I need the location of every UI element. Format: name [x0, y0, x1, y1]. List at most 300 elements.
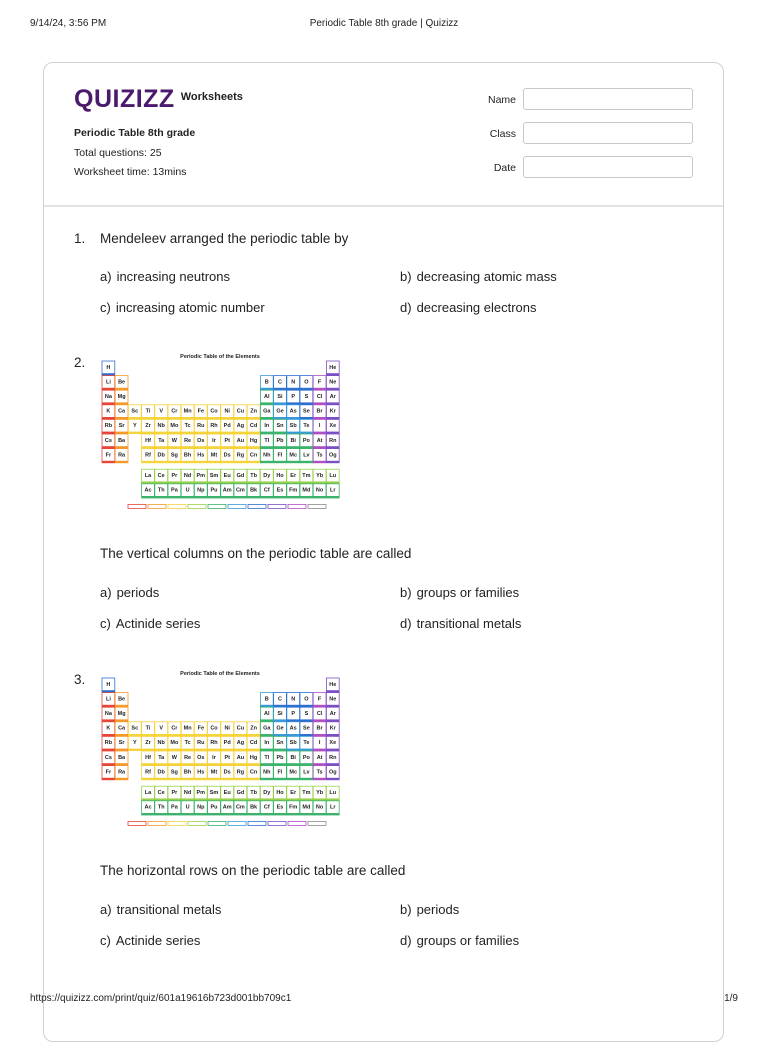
element-cell-band — [128, 749, 141, 751]
element-symbol: Ts — [316, 452, 323, 459]
element-symbol: Ds — [223, 769, 231, 776]
element-cell-band — [247, 461, 260, 463]
element-symbol: V — [159, 725, 164, 732]
element-symbol: Sb — [289, 740, 297, 747]
element-cell-band — [326, 798, 339, 800]
element-symbol: V — [159, 408, 164, 415]
element-symbol: S — [304, 394, 309, 401]
element-symbol: Nb — [157, 740, 165, 747]
element-symbol: Pr — [171, 473, 178, 480]
element-cell-band — [155, 749, 168, 751]
element-symbol: Po — [302, 437, 310, 444]
element-cell-band — [234, 496, 247, 498]
option-text: decreasing atomic mass — [416, 269, 557, 284]
element-symbol: Bh — [183, 452, 192, 459]
element-symbol: Tm — [302, 473, 311, 480]
element-symbol: Nb — [157, 423, 165, 430]
element-symbol: Sg — [170, 452, 178, 459]
element-symbol: Be — [118, 379, 126, 386]
option-a[interactable] — [100, 269, 230, 284]
element-symbol: Gd — [236, 473, 245, 480]
element-symbol: K — [106, 408, 111, 415]
element-cell-band — [300, 461, 313, 463]
element-cell-band — [313, 446, 326, 448]
element-cell-band — [102, 388, 115, 390]
element-symbol: In — [264, 423, 270, 430]
element-symbol: Bi — [290, 754, 296, 761]
element-symbol: Ce — [157, 790, 165, 797]
element-cell-band — [181, 417, 194, 419]
element-cell-band — [313, 734, 326, 736]
element-cell-band — [260, 446, 273, 448]
element-cell-band — [234, 734, 247, 736]
element-cell-band — [234, 778, 247, 780]
element-cell-band — [287, 432, 300, 434]
element-symbol: Li — [105, 696, 111, 703]
element-symbol: As — [289, 408, 297, 415]
element-symbol: Pa — [171, 804, 178, 811]
element-symbol: Cd — [249, 740, 258, 747]
element-cell-band — [234, 446, 247, 448]
element-symbol: Zn — [250, 725, 257, 732]
element-cell-band — [274, 798, 287, 800]
element-cell-band — [274, 446, 287, 448]
element-cell-band — [181, 813, 194, 815]
element-symbol: Ag — [236, 740, 245, 747]
element-cell-band — [115, 461, 128, 463]
element-cell-band — [181, 496, 194, 498]
element-cell-band — [102, 402, 115, 404]
element-cell-band — [208, 813, 221, 815]
legend-swatch — [288, 504, 306, 508]
element-cell-band — [247, 798, 260, 800]
element-symbol: Kr — [329, 725, 336, 732]
option-text: Actinide series — [115, 933, 201, 948]
element-symbol: Bh — [183, 769, 192, 776]
element-symbol: C — [278, 696, 282, 703]
element-symbol: Ru — [197, 423, 205, 430]
element-symbol: Yb — [316, 790, 324, 797]
element-cell-band — [300, 813, 313, 815]
element-symbol: H — [106, 364, 111, 371]
element-cell-band — [142, 481, 155, 483]
element-symbol: Si — [277, 394, 283, 401]
element-cell-band — [194, 763, 207, 765]
class-field[interactable] — [523, 122, 693, 144]
print-page-title: Periodic Table 8th grade | Quizizz — [309, 18, 459, 29]
option-b[interactable] — [400, 902, 459, 917]
element-cell-band — [221, 763, 234, 765]
option-a[interactable] — [100, 585, 159, 600]
element-cell-band — [208, 446, 221, 448]
element-symbol: Na — [104, 711, 112, 718]
element-symbol: I — [318, 740, 321, 747]
element-symbol: W — [171, 437, 178, 444]
element-symbol: Al — [264, 394, 270, 401]
element-cell-band — [115, 749, 128, 751]
legend-swatch — [228, 821, 246, 825]
element-cell-band — [313, 719, 326, 721]
element-symbol: Pt — [224, 437, 230, 444]
element-cell-band — [155, 813, 168, 815]
question-number: 1. — [74, 231, 86, 246]
element-symbol: Cr — [171, 725, 178, 732]
element-symbol: P — [291, 394, 296, 401]
element-symbol: O — [304, 696, 309, 703]
element-symbol: Cl — [316, 394, 323, 401]
element-symbol: Mg — [117, 711, 126, 718]
logo-subtitle: Worksheets — [180, 91, 243, 103]
element-cell-band — [155, 461, 168, 463]
element-cell-band — [194, 813, 207, 815]
element-cell-band — [234, 813, 247, 815]
element-symbol: B — [264, 379, 269, 386]
option-a[interactable] — [100, 902, 221, 917]
element-symbol: Ge — [276, 725, 284, 732]
element-cell-band — [326, 763, 339, 765]
element-cell-band — [274, 813, 287, 815]
element-symbol: Dy — [263, 790, 271, 797]
element-symbol: Sr — [118, 423, 125, 430]
name-field[interactable] — [523, 88, 693, 110]
element-cell-band — [102, 778, 115, 780]
logo-wordmark: QUIZIZZ — [74, 84, 175, 113]
element-cell-band — [208, 734, 221, 736]
element-cell-band — [287, 496, 300, 498]
element-cell-band — [208, 432, 221, 434]
element-cell-band — [287, 763, 300, 765]
element-cell-band — [181, 749, 194, 751]
element-symbol: Tl — [264, 754, 270, 761]
option-letter: a) — [100, 585, 112, 600]
option-c[interactable] — [100, 933, 200, 948]
element-cell-band — [287, 461, 300, 463]
legend-swatch — [228, 504, 246, 508]
element-cell-band — [313, 763, 326, 765]
option-d[interactable] — [400, 616, 521, 631]
element-symbol: Hg — [249, 437, 258, 444]
worksheet-header — [44, 63, 723, 207]
element-cell-band — [247, 417, 260, 419]
element-cell-band — [300, 749, 313, 751]
element-symbol: Pu — [210, 487, 218, 494]
legend-swatch — [128, 504, 146, 508]
element-cell-band — [208, 778, 221, 780]
option-b[interactable] — [400, 269, 557, 284]
element-symbol: Pb — [276, 754, 284, 761]
periodic-table-image — [100, 668, 340, 844]
element-cell-band — [181, 432, 194, 434]
element-cell-band — [102, 749, 115, 751]
class-label: Class — [489, 128, 516, 140]
option-text: periods — [116, 585, 160, 600]
element-symbol: Cu — [236, 408, 245, 415]
option-c[interactable] — [100, 300, 265, 315]
option-text: increasing atomic number — [115, 300, 265, 315]
element-symbol: Fr — [105, 769, 112, 776]
element-symbol: Ac — [144, 804, 152, 811]
element-symbol: Tl — [264, 437, 270, 444]
element-symbol: Ho — [276, 473, 284, 480]
element-symbol: Cd — [249, 423, 258, 430]
element-cell-band — [194, 778, 207, 780]
element-cell-band — [208, 481, 221, 483]
element-symbol: Cr — [171, 408, 178, 415]
question-number: 3. — [74, 672, 86, 687]
option-d[interactable] — [400, 300, 537, 315]
date-label: Date — [493, 162, 516, 174]
element-symbol: Se — [303, 408, 310, 415]
element-cell-band — [142, 749, 155, 751]
element-symbol: Y — [132, 423, 137, 430]
element-cell-band — [260, 798, 273, 800]
option-b[interactable] — [400, 585, 519, 600]
element-symbol: Np — [197, 487, 205, 494]
element-symbol: Ga — [263, 725, 271, 732]
element-cell-band — [313, 778, 326, 780]
element-symbol: Mo — [170, 423, 179, 430]
element-symbol: Au — [236, 754, 245, 761]
element-cell-band — [313, 388, 326, 390]
element-cell-band — [313, 402, 326, 404]
element-symbol: Hf — [145, 754, 151, 761]
element-symbol: Hg — [249, 754, 258, 761]
element-symbol: Cs — [104, 437, 112, 444]
element-symbol: Ba — [118, 437, 126, 444]
element-symbol: Ra — [118, 769, 126, 776]
element-symbol: Rb — [104, 423, 113, 430]
option-c[interactable] — [100, 616, 200, 631]
element-cell-band — [287, 388, 300, 390]
name-row — [464, 88, 694, 112]
element-symbol: Og — [328, 769, 337, 776]
legend-swatch — [208, 504, 226, 508]
element-cell-band — [181, 461, 194, 463]
element-symbol: Ag — [236, 423, 245, 430]
element-cell-band — [234, 763, 247, 765]
element-cell-band — [168, 778, 181, 780]
element-cell-band — [287, 481, 300, 483]
element-symbol: Sb — [289, 423, 297, 430]
element-cell-band — [221, 461, 234, 463]
element-symbol: Mn — [183, 408, 192, 415]
element-symbol: Sr — [118, 740, 125, 747]
element-symbol: Zn — [250, 408, 257, 415]
element-cell-band — [274, 417, 287, 419]
date-field[interactable] — [523, 156, 693, 178]
element-symbol: Ne — [329, 379, 337, 386]
element-cell-band — [326, 432, 339, 434]
element-cell-band — [102, 461, 115, 463]
element-symbol: Tm — [302, 790, 311, 797]
element-cell-band — [313, 705, 326, 707]
element-symbol: Ce — [157, 473, 165, 480]
element-symbol: Gd — [236, 790, 245, 797]
element-cell-band — [181, 446, 194, 448]
element-symbol: Np — [197, 804, 205, 811]
element-cell-band — [168, 461, 181, 463]
element-symbol: Hs — [197, 452, 205, 459]
element-cell-band — [115, 417, 128, 419]
element-cell-band — [274, 461, 287, 463]
element-cell-band — [155, 763, 168, 765]
element-symbol: Dy — [263, 473, 271, 480]
element-cell-band — [274, 705, 287, 707]
element-cell-band — [260, 719, 273, 721]
option-text: groups or families — [416, 585, 520, 600]
element-cell-band — [247, 432, 260, 434]
element-cell-band — [300, 432, 313, 434]
element-symbol: Ar — [329, 711, 336, 718]
element-cell-band — [115, 402, 128, 404]
element-symbol: Ir — [212, 754, 216, 761]
element-symbol: C — [278, 379, 282, 386]
question-number: 2. — [74, 355, 86, 370]
element-cell-band — [168, 496, 181, 498]
element-symbol: Pd — [223, 423, 231, 430]
legend-swatch — [308, 821, 326, 825]
element-cell-band — [102, 690, 115, 692]
element-cell-band — [326, 813, 339, 815]
worksheet-time: Worksheet time: 13mins — [74, 166, 187, 178]
element-cell-band — [194, 798, 207, 800]
element-cell-band — [326, 496, 339, 498]
element-cell-band — [102, 417, 115, 419]
option-letter: d) — [400, 616, 412, 631]
element-symbol: Na — [104, 394, 112, 401]
element-symbol: Pr — [171, 790, 178, 797]
option-text: increasing neutrons — [116, 269, 231, 284]
element-symbol: Ac — [144, 487, 152, 494]
element-symbol: Mg — [117, 394, 126, 401]
element-cell-band — [168, 417, 181, 419]
option-letter: d) — [400, 300, 412, 315]
element-symbol: Cn — [249, 452, 258, 459]
question-text: The horizontal rows on the periodic table are called — [100, 863, 406, 878]
element-cell-band — [115, 705, 128, 707]
element-cell-band — [287, 813, 300, 815]
element-symbol: W — [171, 754, 178, 761]
element-symbol: He — [329, 364, 337, 371]
element-symbol: Pm — [196, 790, 206, 797]
element-cell-band — [326, 446, 339, 448]
element-cell-band — [155, 798, 168, 800]
element-symbol: Sn — [276, 423, 284, 430]
element-symbol: Ge — [276, 408, 284, 415]
element-cell-band — [208, 749, 221, 751]
element-cell-band — [155, 496, 168, 498]
element-cell-band — [247, 763, 260, 765]
element-cell-band — [168, 813, 181, 815]
legend-swatch — [168, 504, 186, 508]
element-symbol: Sm — [209, 473, 219, 480]
element-cell-band — [260, 734, 273, 736]
element-cell-band — [181, 481, 194, 483]
element-cell-band — [247, 813, 260, 815]
legend-swatch — [128, 821, 146, 825]
element-symbol: Ru — [197, 740, 205, 747]
element-cell-band — [234, 481, 247, 483]
element-symbol: Sc — [131, 408, 139, 415]
element-symbol: Fr — [105, 452, 112, 459]
element-symbol: Co — [210, 725, 218, 732]
element-cell-band — [326, 461, 339, 463]
element-cell-band — [128, 734, 141, 736]
option-letter: b) — [400, 585, 412, 600]
element-symbol: Nd — [183, 790, 192, 797]
element-cell-band — [313, 461, 326, 463]
element-cell-band — [142, 734, 155, 736]
element-symbol: Pu — [210, 804, 218, 811]
element-cell-band — [128, 432, 141, 434]
element-cell-band — [313, 417, 326, 419]
element-symbol: Be — [118, 696, 126, 703]
element-symbol: Tc — [184, 423, 191, 430]
legend-swatch — [268, 821, 286, 825]
element-cell-band — [221, 749, 234, 751]
element-cell-band — [274, 481, 287, 483]
element-symbol: Rg — [236, 769, 245, 776]
element-cell-band — [326, 388, 339, 390]
element-symbol: Al — [264, 711, 270, 718]
element-symbol: Sn — [276, 740, 284, 747]
element-symbol: Tb — [250, 790, 257, 797]
element-symbol: Db — [157, 452, 165, 459]
element-cell-band — [260, 813, 273, 815]
element-symbol: Tc — [184, 740, 191, 747]
element-symbol: K — [106, 725, 111, 732]
image-title: Periodic Table of the Elements — [180, 671, 260, 677]
element-cell-band — [142, 798, 155, 800]
element-symbol: Co — [210, 408, 218, 415]
element-cell-band — [274, 402, 287, 404]
legend-swatch — [148, 821, 166, 825]
element-symbol: Si — [277, 711, 283, 718]
element-cell-band — [194, 432, 207, 434]
element-symbol: Fm — [289, 804, 298, 811]
element-symbol: Sm — [209, 790, 219, 797]
element-symbol: Mc — [289, 769, 298, 776]
element-symbol: Re — [184, 754, 192, 761]
element-cell-band — [115, 446, 128, 448]
element-cell-band — [221, 798, 234, 800]
element-symbol: Db — [157, 769, 165, 776]
element-cell-band — [168, 481, 181, 483]
element-cell-band — [168, 798, 181, 800]
element-cell-band — [260, 763, 273, 765]
option-d[interactable] — [400, 933, 519, 948]
element-symbol: Og — [328, 452, 337, 459]
element-cell-band — [274, 749, 287, 751]
element-symbol: As — [289, 725, 297, 732]
element-cell-band — [326, 749, 339, 751]
option-letter: a) — [100, 902, 112, 917]
element-cell-band — [300, 763, 313, 765]
option-letter: b) — [400, 269, 412, 284]
element-symbol: I — [318, 423, 321, 430]
element-symbol: Fe — [197, 408, 205, 415]
element-symbol: Fl — [277, 769, 283, 776]
element-cell-band — [300, 798, 313, 800]
element-symbol: Hs — [197, 769, 205, 776]
element-symbol: Ca — [118, 408, 126, 415]
element-cell-band — [326, 481, 339, 483]
element-cell-band — [300, 778, 313, 780]
element-cell-band — [274, 432, 287, 434]
element-symbol: Er — [290, 473, 297, 480]
element-cell-band — [208, 461, 221, 463]
question-text: Mendeleev arranged the periodic table by — [100, 231, 349, 246]
